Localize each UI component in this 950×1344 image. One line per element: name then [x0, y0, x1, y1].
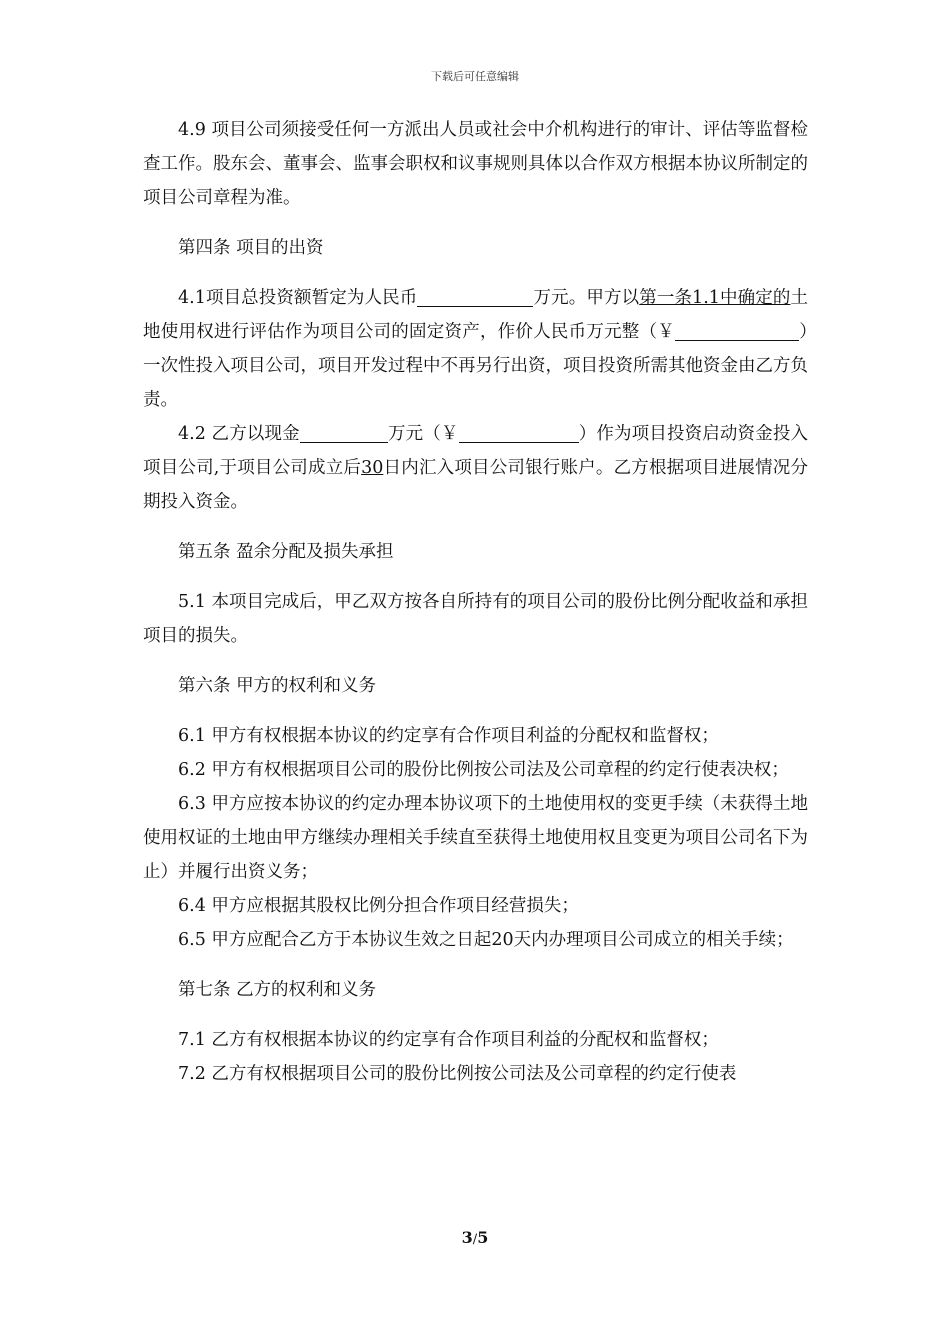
cash-yuan-blank — [459, 420, 579, 443]
clause-4-9: 4.9 项目公司须接受任何一方派出人员或社会中介机构进行的审计、评估等监督检查工作。股东会、董事会、监事会职权和议事规则具体以合作双方根据本协议所制定的项目公司章程为准。 — [143, 120, 808, 208]
article-6-heading: 第六条 甲方的权利和义务 — [178, 676, 377, 696]
clause-4-1-text-d: ）一次性投入项目公司，项目开发过程中不再另行出资，项目投资所需其他资金由乙方负责。 — [143, 322, 808, 410]
clause-4-1 — [143, 281, 808, 417]
clause-4-2 — [143, 417, 808, 519]
total-investment-blank — [417, 284, 533, 307]
clause-7-2: 7.2 乙方有权根据项目公司的股份比例按公司法及公司章程的约定行使表 — [178, 1064, 737, 1084]
document-body — [143, 113, 808, 1091]
clause-6-2: 6.2 甲方有权根据项目公司的股份比例按公司法及公司章程的约定行使表决权； — [178, 760, 789, 780]
clause-4-2-days: 30 — [361, 458, 384, 478]
clause-5-1: 5.1 本项目完成后，甲乙双方按各自所持有的项目公司的股份比例分配收益和承担项目的损失。 — [143, 592, 808, 646]
land-value-blank — [675, 318, 799, 341]
page-header-note: 下载后可任意编辑 — [431, 70, 519, 83]
clause-6-1: 6.1 甲方有权根据本协议的约定享有合作项目利益的分配权和监督权； — [178, 726, 719, 746]
page-current: 3 — [461, 1228, 473, 1247]
clause-4-1-text-c: 土地使用权进行评估作为项目公司的固定资产，作价人民币万元整（￥ — [143, 288, 808, 342]
page-total: 5 — [477, 1228, 489, 1247]
page-number — [0, 1228, 950, 1247]
article-4-heading: 第四条 项目的出资 — [178, 238, 324, 258]
article-7-heading: 第七条 乙方的权利和义务 — [178, 980, 377, 1000]
clause-4-2-text-c: ）作为项目投资启动资金投入项目公司,于项目公司成立后 — [143, 424, 808, 478]
clause-4-1-text-b: 万元。甲方以 — [533, 288, 640, 308]
clause-4-1-text-a: 4.1项目总投资额暂定为人民币 — [178, 288, 418, 308]
clause-4-2-text-b: 万元（￥ — [387, 424, 459, 444]
clause-7-1: 7.1 乙方有权根据本协议的约定享有合作项目利益的分配权和监督权； — [178, 1030, 719, 1050]
clause-6-5: 6.5 甲方应配合乙方于本协议生效之日起20天内办理项目公司成立的相关手续； — [178, 930, 794, 950]
clause-4-1-underlined-ref: 第一条1.1中确定的 — [639, 288, 791, 308]
article-5-heading: 第五条 盈余分配及损失承担 — [178, 542, 394, 562]
clause-6-3: 6.3 甲方应按本协议的约定办理本协议项下的土地使用权的变更手续（未获得土地使用权证的土地由甲方继续办理相关手续直至获得土地使用权且变更为项目公司名下为止）并履行出资义务； — [143, 794, 808, 882]
clause-4-2-text-a: 4.2 乙方以现金 — [178, 424, 300, 444]
cash-amount-blank — [300, 420, 388, 443]
clause-4-2-text-d: 日内汇入项目公司银行账户。乙方根据项目进展情况分期投入资金。 — [143, 458, 808, 512]
clause-6-4: 6.4 甲方应根据其股权比例分担合作项目经营损失； — [178, 896, 579, 916]
page-separator: / — [472, 1232, 478, 1247]
